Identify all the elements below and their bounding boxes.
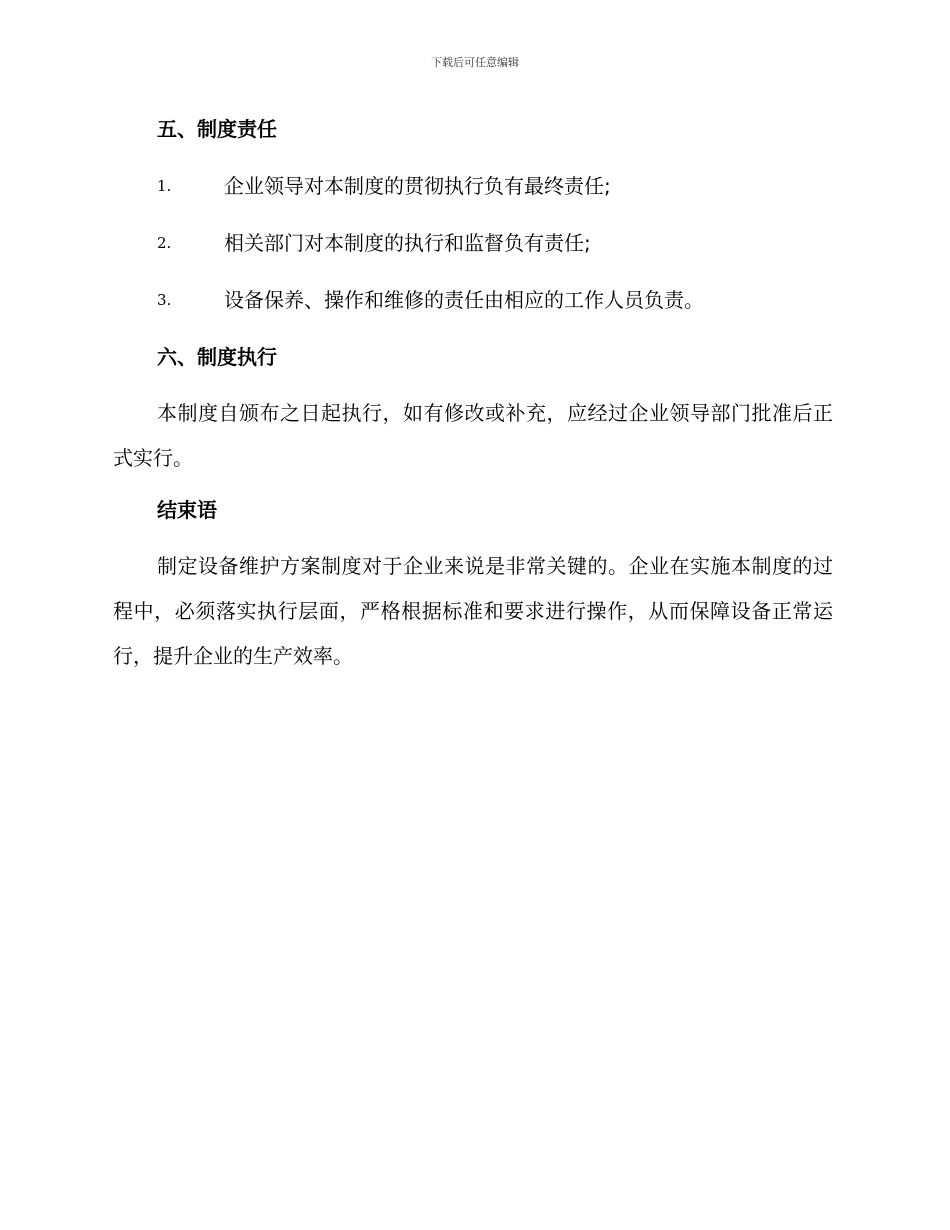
list-item — [113, 226, 833, 260]
section-heading-execution: 六、制度执行 — [157, 345, 277, 369]
list-item — [113, 169, 833, 203]
paragraph-conclusion: 制定设备维护方案制度对于企业来说是非常关键的。企业在实施本制度的过程中，必须落实执行层面，严格根据标准和要求进行操作，从而保障设备正常运行，提升企业的生产效率。 — [113, 554, 833, 668]
list-item-number: 1. — [157, 177, 172, 195]
list-item-number: 2. — [157, 234, 172, 252]
section-heading-responsibility: 五、制度责任 — [157, 117, 277, 141]
list-item-text: 设备保养、操作和维修的责任由相应的工作人员负责。 — [224, 288, 704, 312]
paragraph-execution: 本制度自颁布之日起执行，如有修改或补充，应经过企业领导部门批准后正式实行。 — [113, 401, 833, 470]
header-note: 下载后可任意编辑 — [431, 56, 519, 69]
list-item-text: 相关部门对本制度的执行和监督负有责任; — [224, 231, 591, 255]
document-body — [113, 112, 833, 691]
list-item — [113, 283, 833, 317]
section-heading-conclusion: 结束语 — [157, 498, 217, 522]
list-item-text: 企业领导对本制度的贯彻执行负有最终责任; — [224, 174, 611, 198]
list-item-number: 3. — [157, 291, 172, 309]
